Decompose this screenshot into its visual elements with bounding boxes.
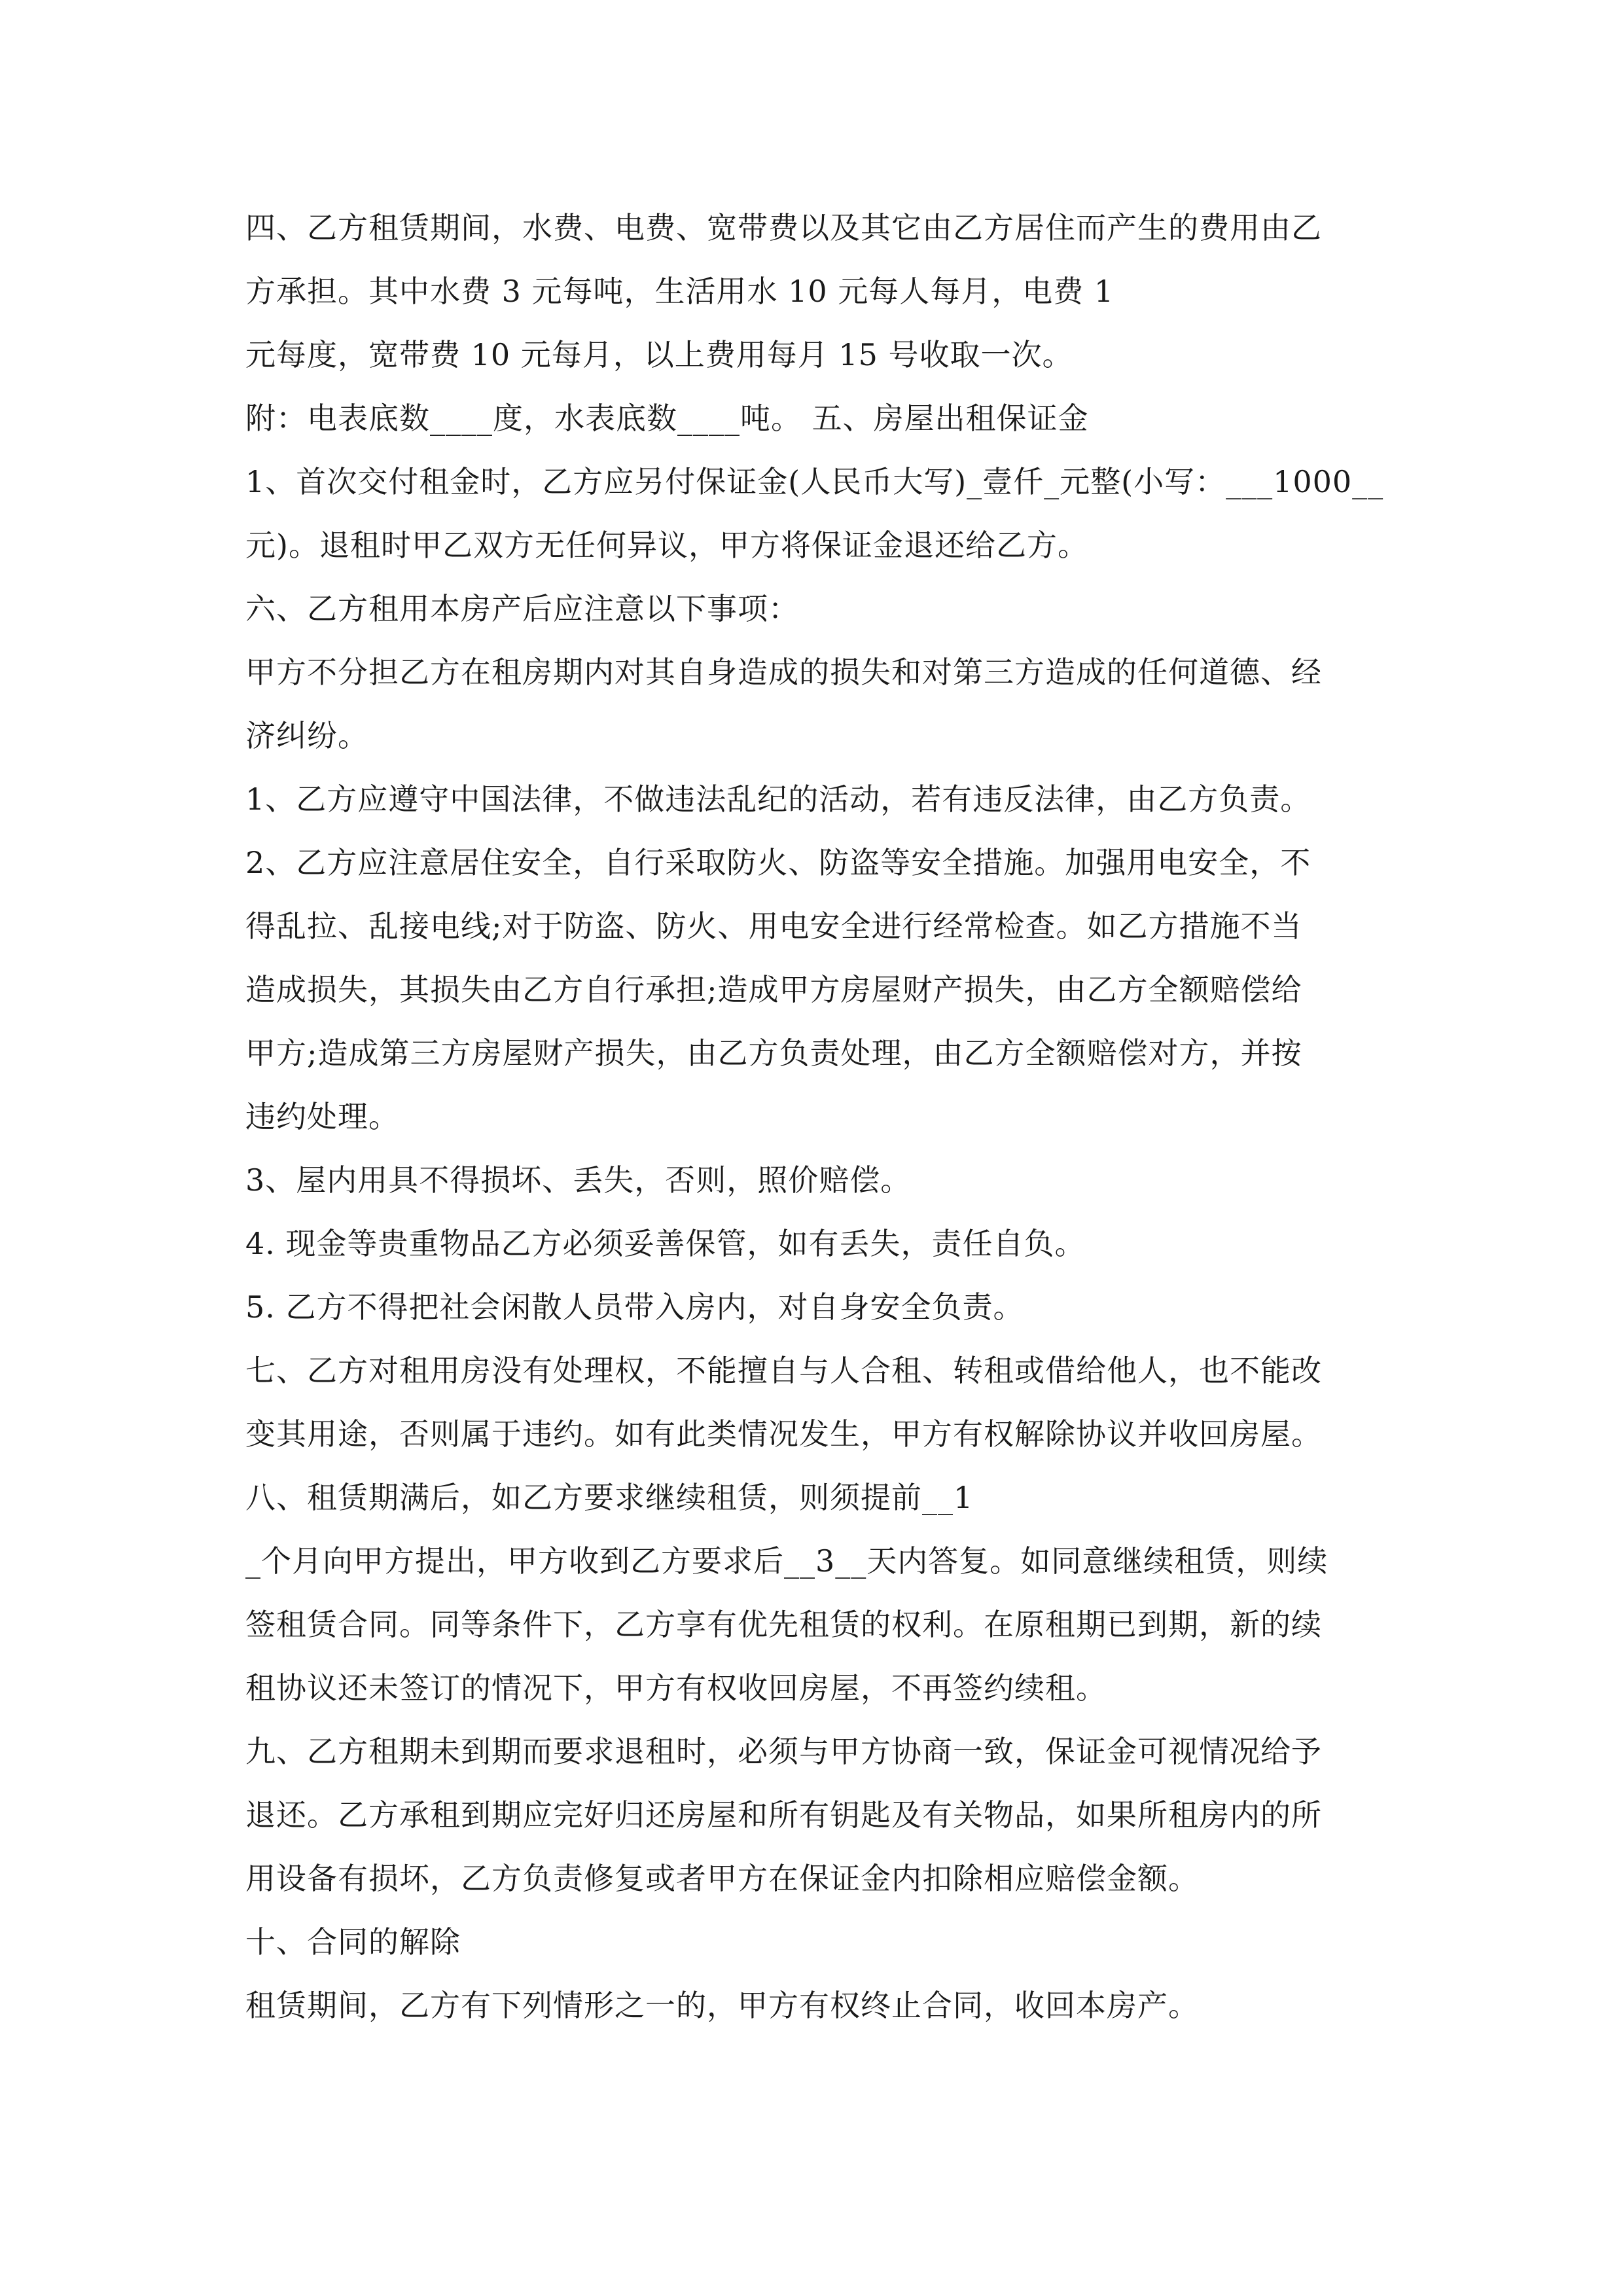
text-line: 元)。退租时甲乙双方无任何异议，甲方将保证金退还给乙方。 — [245, 528, 1088, 563]
text-line: 2、乙方应注意居住安全，自行采取防火、防盗等安全措施。加强用电安全，不 — [245, 845, 1311, 880]
text-line: 得乱拉、乱接电线;对于防盗、防火、用电安全进行经常检查。如乙方措施不当 — [245, 908, 1302, 944]
text-line: 用设备有损坏，乙方负责修复或者甲方在保证金内扣除相应赔偿金额。 — [245, 1861, 1199, 1896]
text-line: 签租赁合同。同等条件下，乙方享有优先租赁的权利。在原租期已到期，新的续 — [245, 1607, 1322, 1642]
text-line: 九、乙方租期未到期而要求退租时，必须与甲方协商一致，保证金可视情况给予 — [245, 1734, 1322, 1769]
text-line: 济纠纷。 — [245, 718, 368, 753]
text-line: 5. 乙方不得把社会闲散人员带入房内，对自身安全负责。 — [245, 1289, 1024, 1325]
text-line: 八、租赁期满后，如乙方要求继续租赁，则须提前__1 — [245, 1480, 974, 1515]
text-line: 1、乙方应遵守中国法律，不做违法乱纪的活动，若有违反法律，由乙方负责。 — [245, 781, 1311, 817]
text-line: 退还。乙方承租到期应完好归还房屋和所有钥匙及有关物品，如果所租房内的所 — [245, 1797, 1322, 1833]
text-line: _个月向甲方提出，甲方收到乙方要求后__3__天内答复。如同意继续租赁，则续 — [245, 1543, 1329, 1579]
text-line: 方承担。其中水费 3 元每吨，生活用水 10 元每人每月，电费 1 — [245, 274, 1115, 309]
text-line: 元每度，宽带费 10 元每月，以上费用每月 15 号收取一次。 — [245, 337, 1073, 372]
text-line: 违约处理。 — [245, 1099, 399, 1134]
text-line: 1、首次交付租金时，乙方应另付保证金(人民币大写)_壹仟_元整(小写：___1000__ — [245, 464, 1384, 499]
text-line: 4. 现金等贵重物品乙方必须妥善保管，如有丢失，责任自负。 — [245, 1226, 1086, 1261]
text-line: 十、合同的解除 — [245, 1924, 461, 1960]
text-line: 甲方不分担乙方在租房期内对其自身造成的损失和对第三方造成的任何道德、经 — [245, 655, 1322, 690]
text-line: 造成损失，其损失由乙方自行承担;造成甲方房屋财产损失，由乙方全额赔偿给 — [245, 972, 1302, 1007]
text-line: 租赁期间，乙方有下列情形之一的，甲方有权终止合同，收回本房产。 — [245, 1988, 1199, 2023]
contract-body — [245, 196, 1397, 2037]
text-line: 租协议还未签订的情况下，甲方有权收回房屋，不再签约续租。 — [245, 1670, 1107, 1706]
text-line: 七、乙方对租用房没有处理权，不能擅自与人合租、转租或借给他人，也不能改 — [245, 1353, 1322, 1388]
text-line: 六、乙方租用本房产后应注意以下事项： — [245, 591, 799, 626]
text-line: 附：电表底数____度，水表底数____吨。 五、房屋出租保证金 — [245, 401, 1089, 436]
text-line: 变其用途，否则属于违约。如有此类情况发生，甲方有权解除协议并收回房屋。 — [245, 1416, 1322, 1452]
text-line: 3、屋内用具不得损坏、丢失，否则，照价赔偿。 — [245, 1162, 912, 1198]
text-line: 四、乙方租赁期间，水费、电费、宽带费以及其它由乙方居住而产生的费用由乙 — [245, 210, 1322, 245]
text-line: 甲方;造成第三方房屋财产损失，由乙方负责处理，由乙方全额赔偿对方，并按 — [245, 1035, 1302, 1071]
